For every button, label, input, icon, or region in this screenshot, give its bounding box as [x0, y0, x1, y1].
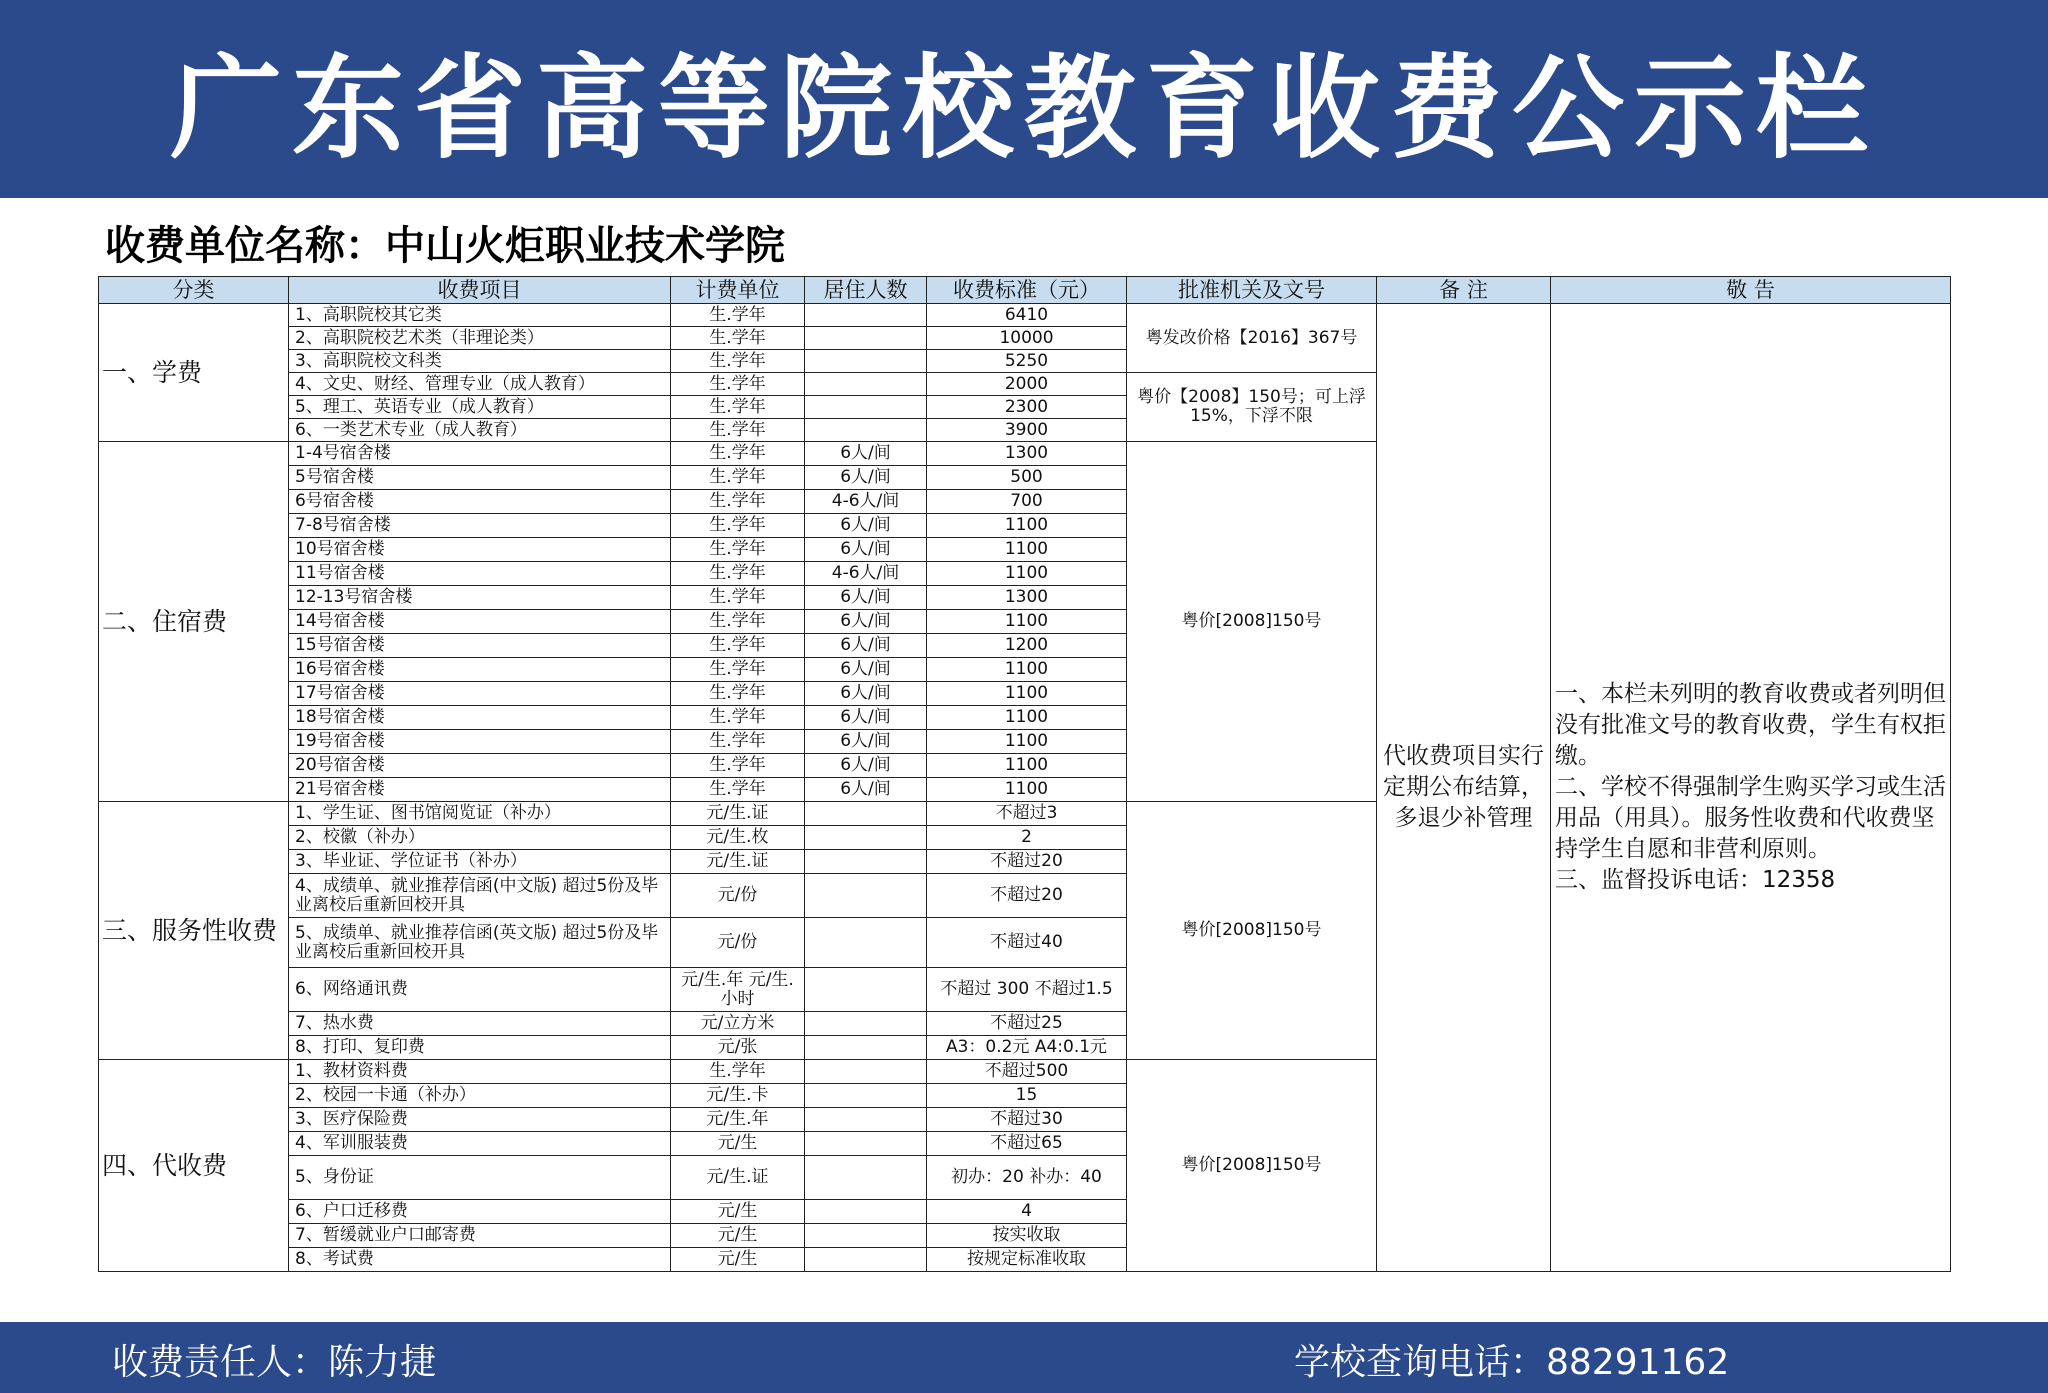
people-cell — [805, 1060, 927, 1084]
header-warning: 敬 告 — [1551, 277, 1951, 304]
unit-cell: 生.学年 — [671, 730, 805, 754]
unit-cell: 元/生.枚 — [671, 826, 805, 850]
item-cell: 8、考试费 — [289, 1248, 671, 1272]
unit-cell: 生.学年 — [671, 682, 805, 706]
warning-cell — [1551, 304, 1951, 1272]
unit-cell: 元/生 — [671, 1224, 805, 1248]
note-cell: 代收费项目实行定期公布结算，多退少补管理 — [1377, 304, 1551, 1272]
unit-cell: 生.学年 — [671, 562, 805, 586]
people-cell: 6人/间 — [805, 610, 927, 634]
people-cell — [805, 802, 927, 826]
header-category: 分类 — [99, 277, 289, 304]
unit-cell: 元/立方米 — [671, 1012, 805, 1036]
people-cell — [805, 373, 927, 396]
fee-cell: 按规定标准收取 — [927, 1248, 1127, 1272]
people-cell: 6人/间 — [805, 586, 927, 610]
unit-cell: 元/生 — [671, 1248, 805, 1272]
item-cell: 3、医疗保险费 — [289, 1108, 671, 1132]
responsible-person: 收费责任人：陈力捷 — [112, 1342, 437, 1383]
people-cell: 6人/间 — [805, 730, 927, 754]
fee-cell: 6410 — [927, 304, 1127, 327]
unit-cell: 生.学年 — [671, 1060, 805, 1084]
approval-cell: 粤价【2008】150号；可上浮15%，下浮不限 — [1127, 373, 1377, 442]
fee-cell: 不超过20 — [927, 874, 1127, 918]
fee-cell: 不超过500 — [927, 1060, 1127, 1084]
people-cell — [805, 419, 927, 442]
unit-cell: 生.学年 — [671, 610, 805, 634]
approval-cell: 粤发改价格【2016】367号 — [1127, 304, 1377, 373]
item-cell: 10号宿舍楼 — [289, 538, 671, 562]
people-cell: 6人/间 — [805, 634, 927, 658]
item-cell: 4、文史、财经、管理专业（成人教育） — [289, 373, 671, 396]
fee-cell: 2000 — [927, 373, 1127, 396]
item-cell: 2、校徽（补办） — [289, 826, 671, 850]
people-cell: 6人/间 — [805, 514, 927, 538]
fee-cell: 700 — [927, 490, 1127, 514]
item-cell: 12-13号宿舍楼 — [289, 586, 671, 610]
unit-cell: 生.学年 — [671, 373, 805, 396]
fee-cell: 1100 — [927, 706, 1127, 730]
people-cell — [805, 874, 927, 918]
item-cell: 6、网络通讯费 — [289, 968, 671, 1012]
people-cell — [805, 850, 927, 874]
item-cell: 11号宿舍楼 — [289, 562, 671, 586]
charging-unit-name: 收费单位名称：中山火炬职业技术学院 — [105, 223, 785, 269]
item-cell: 21号宿舍楼 — [289, 778, 671, 802]
fee-cell: 1100 — [927, 538, 1127, 562]
people-cell — [805, 327, 927, 350]
fee-cell: 不超过40 — [927, 918, 1127, 968]
people-cell: 6人/间 — [805, 778, 927, 802]
fee-cell: 不超过65 — [927, 1132, 1127, 1156]
item-cell: 4、成绩单、就业推荐信函(中文版) 超过5份及毕业离校后重新回校开具 — [289, 874, 671, 918]
people-cell — [805, 1036, 927, 1060]
unit-cell: 元/生.年 — [671, 1108, 805, 1132]
item-cell: 1、高职院校其它类 — [289, 304, 671, 327]
item-cell: 3、毕业证、学位证书（补办） — [289, 850, 671, 874]
item-cell: 6号宿舍楼 — [289, 490, 671, 514]
people-cell — [805, 1132, 927, 1156]
unit-cell: 生.学年 — [671, 442, 805, 466]
item-cell: 3、高职院校文科类 — [289, 350, 671, 373]
category-cell: 三、服务性收费 — [99, 802, 289, 1060]
people-cell — [805, 1248, 927, 1272]
item-cell: 19号宿舍楼 — [289, 730, 671, 754]
header-unit: 计费单位 — [671, 277, 805, 304]
fee-cell: 2 — [927, 826, 1127, 850]
warning-line: 二、学校不得强制学生购买学习或生活用品（用具）。服务性收费和代收费坚持学生自愿和非营利原则。 — [1555, 774, 1946, 862]
table-row — [99, 304, 1951, 327]
page-title: 广东省高等院校教育收费公示栏 — [170, 43, 1878, 174]
fee-cell: 10000 — [927, 327, 1127, 350]
item-cell: 5、理工、英语专业（成人教育） — [289, 396, 671, 419]
item-cell: 6、户口迁移费 — [289, 1200, 671, 1224]
unit-cell: 生.学年 — [671, 327, 805, 350]
fee-cell: 不超过3 — [927, 802, 1127, 826]
people-cell: 6人/间 — [805, 538, 927, 562]
fee-cell: 不超过25 — [927, 1012, 1127, 1036]
approval-cell: 粤价[2008]150号 — [1127, 442, 1377, 802]
people-cell: 4-6人/间 — [805, 490, 927, 514]
people-cell — [805, 396, 927, 419]
unit-cell: 元/生 — [671, 1200, 805, 1224]
approval-cell: 粤价[2008]150号 — [1127, 802, 1377, 1060]
unit-cell: 生.学年 — [671, 396, 805, 419]
item-cell: 7、暂缓就业户口邮寄费 — [289, 1224, 671, 1248]
warning-line: 三、监督投诉电话：12358 — [1555, 867, 1836, 893]
item-cell: 5、成绩单、就业推荐信函(英文版) 超过5份及毕业离校后重新回校开具 — [289, 918, 671, 968]
title-banner — [0, 0, 2048, 198]
unit-cell: 元/份 — [671, 918, 805, 968]
people-cell — [805, 1156, 927, 1200]
item-cell: 1、学生证、图书馆阅览证（补办） — [289, 802, 671, 826]
header-approval: 批准机关及文号 — [1127, 277, 1377, 304]
warning-line: 一、本栏未列明的教育收费或者列明但没有批准文号的教育收费，学生有权拒缴。 — [1555, 681, 1946, 769]
header-people: 居住人数 — [805, 277, 927, 304]
category-cell: 一、学费 — [99, 304, 289, 442]
unit-cell: 元/张 — [671, 1036, 805, 1060]
fee-cell: A3：0.2元 A4:0.1元 — [927, 1036, 1127, 1060]
unit-cell: 生.学年 — [671, 304, 805, 327]
item-cell: 16号宿舍楼 — [289, 658, 671, 682]
unit-cell: 元/份 — [671, 874, 805, 918]
fee-cell: 5250 — [927, 350, 1127, 373]
approval-cell: 粤价[2008]150号 — [1127, 1060, 1377, 1272]
people-cell: 6人/间 — [805, 466, 927, 490]
item-cell: 18号宿舍楼 — [289, 706, 671, 730]
item-cell: 20号宿舍楼 — [289, 754, 671, 778]
fee-cell: 1100 — [927, 658, 1127, 682]
table-body — [99, 304, 1951, 1272]
fee-cell: 不超过20 — [927, 850, 1127, 874]
people-cell — [805, 918, 927, 968]
people-cell: 6人/间 — [805, 706, 927, 730]
people-cell — [805, 968, 927, 1012]
item-cell: 14号宿舍楼 — [289, 610, 671, 634]
item-cell: 7-8号宿舍楼 — [289, 514, 671, 538]
fee-cell: 初办：20 补办：40 — [927, 1156, 1127, 1200]
category-cell: 二、住宿费 — [99, 442, 289, 802]
unit-cell: 元/生.年 元/生.小时 — [671, 968, 805, 1012]
unit-cell: 生.学年 — [671, 419, 805, 442]
unit-cell: 生.学年 — [671, 490, 805, 514]
unit-cell: 元/生.卡 — [671, 1084, 805, 1108]
fee-cell: 按实收取 — [927, 1224, 1127, 1248]
header-note: 备 注 — [1377, 277, 1551, 304]
item-cell: 8、打印、复印费 — [289, 1036, 671, 1060]
unit-cell: 生.学年 — [671, 754, 805, 778]
people-cell — [805, 826, 927, 850]
fee-cell: 2300 — [927, 396, 1127, 419]
unit-cell: 生.学年 — [671, 514, 805, 538]
unit-cell: 元/生.证 — [671, 802, 805, 826]
unit-cell: 生.学年 — [671, 634, 805, 658]
fee-cell: 3900 — [927, 419, 1127, 442]
item-cell: 4、军训服装费 — [289, 1132, 671, 1156]
fee-cell: 4 — [927, 1200, 1127, 1224]
fee-cell: 1100 — [927, 730, 1127, 754]
unit-cell: 生.学年 — [671, 706, 805, 730]
fee-cell: 1100 — [927, 562, 1127, 586]
item-cell: 2、校园一卡通（补办） — [289, 1084, 671, 1108]
item-cell: 1、教材资料费 — [289, 1060, 671, 1084]
unit-cell: 生.学年 — [671, 586, 805, 610]
fee-cell: 不超过 300 不超过1.5 — [927, 968, 1127, 1012]
people-cell: 6人/间 — [805, 658, 927, 682]
unit-cell: 元/生.证 — [671, 850, 805, 874]
table-header-row — [99, 277, 1951, 304]
fee-cell: 不超过30 — [927, 1108, 1127, 1132]
people-cell — [805, 1108, 927, 1132]
item-cell: 6、一类艺术专业（成人教育） — [289, 419, 671, 442]
unit-cell: 生.学年 — [671, 350, 805, 373]
unit-cell: 元/生 — [671, 1132, 805, 1156]
fee-cell: 1100 — [927, 778, 1127, 802]
unit-cell: 生.学年 — [671, 658, 805, 682]
item-cell: 7、热水费 — [289, 1012, 671, 1036]
people-cell — [805, 350, 927, 373]
people-cell — [805, 1084, 927, 1108]
footer-banner — [0, 1322, 2048, 1393]
fee-cell: 1100 — [927, 610, 1127, 634]
unit-cell: 生.学年 — [671, 466, 805, 490]
fee-cell: 1100 — [927, 754, 1127, 778]
item-cell: 5、身份证 — [289, 1156, 671, 1200]
item-cell: 15号宿舍楼 — [289, 634, 671, 658]
fee-cell: 500 — [927, 466, 1127, 490]
people-cell: 6人/间 — [805, 754, 927, 778]
inquiry-phone: 学校查询电话：88291162 — [1294, 1342, 1730, 1383]
fee-table-container — [98, 276, 1950, 1272]
header-fee: 收费标准（元） — [927, 277, 1127, 304]
people-cell: 6人/间 — [805, 442, 927, 466]
unit-cell: 元/生.证 — [671, 1156, 805, 1200]
fee-cell: 15 — [927, 1084, 1127, 1108]
item-cell: 5号宿舍楼 — [289, 466, 671, 490]
unit-cell: 生.学年 — [671, 538, 805, 562]
fee-cell: 1300 — [927, 586, 1127, 610]
item-cell: 1-4号宿舍楼 — [289, 442, 671, 466]
people-cell — [805, 1200, 927, 1224]
people-cell: 6人/间 — [805, 682, 927, 706]
category-cell: 四、代收费 — [99, 1060, 289, 1272]
fee-cell: 1200 — [927, 634, 1127, 658]
item-cell: 17号宿舍楼 — [289, 682, 671, 706]
unit-cell: 生.学年 — [671, 778, 805, 802]
people-cell — [805, 1012, 927, 1036]
fee-cell: 1100 — [927, 682, 1127, 706]
people-cell: 4-6人/间 — [805, 562, 927, 586]
fee-cell: 1300 — [927, 442, 1127, 466]
people-cell — [805, 1224, 927, 1248]
header-item: 收费项目 — [289, 277, 671, 304]
fee-table — [98, 276, 1951, 1272]
item-cell: 2、高职院校艺术类（非理论类） — [289, 327, 671, 350]
fee-cell: 1100 — [927, 514, 1127, 538]
people-cell — [805, 304, 927, 327]
